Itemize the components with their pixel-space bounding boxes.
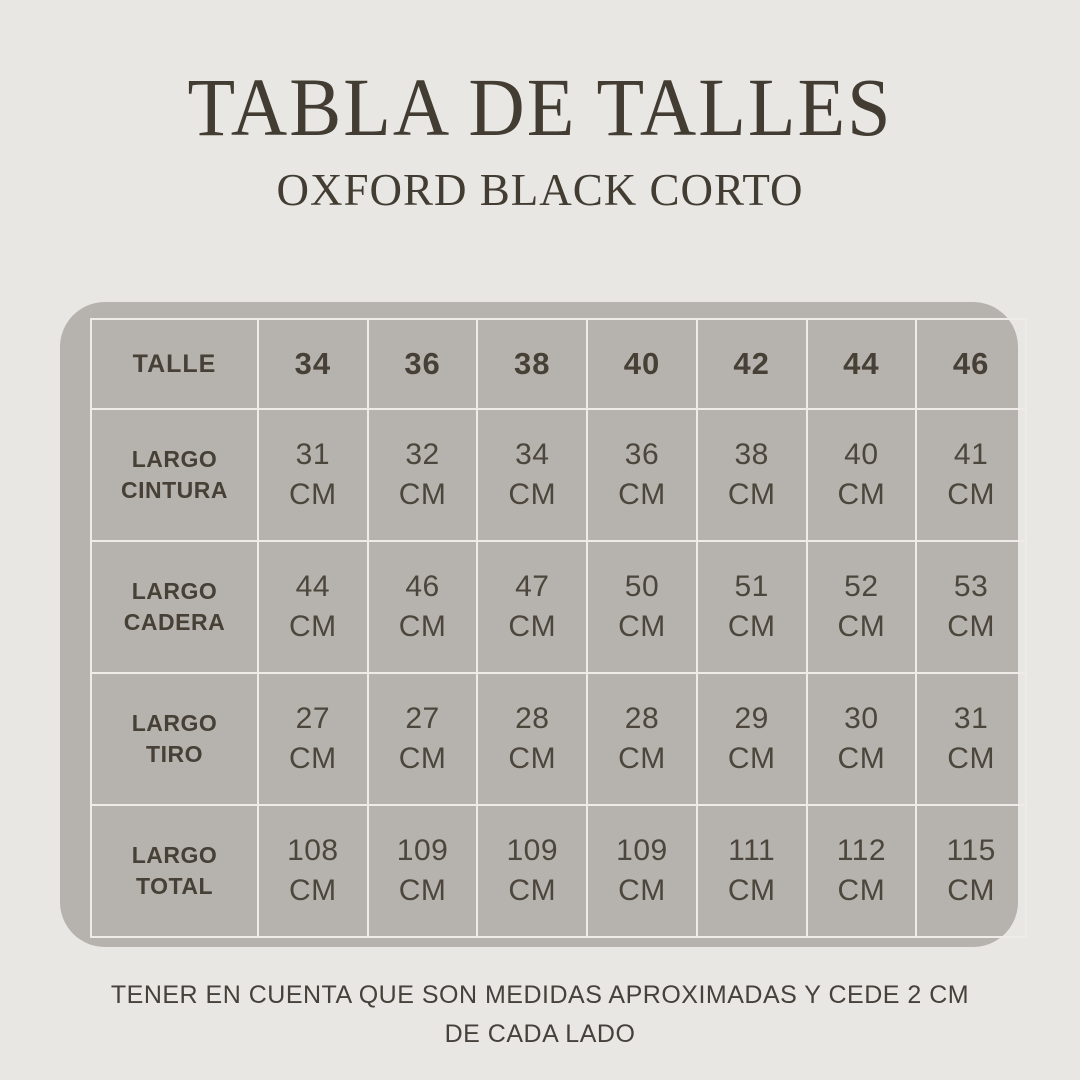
measurement-value: 108 xyxy=(287,834,339,867)
unit-label: CM xyxy=(289,610,337,643)
unit-label: CM xyxy=(508,874,557,907)
measurement-value: 38 xyxy=(734,438,769,471)
measurement-value: 31 xyxy=(953,702,989,735)
unit-label: CM xyxy=(947,742,995,775)
unit-label: CM xyxy=(398,610,447,643)
measurement-value: 36 xyxy=(624,438,660,471)
measurement-value: 51 xyxy=(734,570,769,603)
row-label: LARGO CADERA xyxy=(123,577,226,635)
unit-label: CM xyxy=(947,610,995,643)
row-label: LARGO CINTURA xyxy=(121,445,228,503)
unit-label: CM xyxy=(837,478,886,511)
unit-label: CM xyxy=(508,478,557,511)
size-column-header: 42 xyxy=(733,346,770,381)
unit-label: CM xyxy=(947,874,995,907)
measurement-value: 40 xyxy=(844,438,879,471)
size-column-header: 34 xyxy=(294,346,332,381)
measurement-row-tiro xyxy=(91,673,1026,805)
measurement-value: 115 xyxy=(946,834,996,867)
measurement-value: 31 xyxy=(295,438,331,471)
unit-label: CM xyxy=(289,874,337,907)
row-label: LARGO TOTAL xyxy=(131,841,218,899)
unit-label: CM xyxy=(618,478,666,511)
measurement-value: 109 xyxy=(396,834,449,867)
measurement-value: 27 xyxy=(295,702,331,735)
size-column-header: 40 xyxy=(623,346,661,381)
page-subtitle: OXFORD BLACK CORTO xyxy=(276,165,804,215)
measurement-value: 52 xyxy=(844,570,879,603)
unit-label: CM xyxy=(727,742,776,775)
measurement-value: 47 xyxy=(515,570,550,603)
measurement-value: 27 xyxy=(405,702,440,735)
unit-label: CM xyxy=(618,610,666,643)
header-label: TALLE xyxy=(132,349,217,378)
measurement-row-cadera xyxy=(91,541,1026,673)
unit-label: CM xyxy=(837,874,886,907)
unit-label: CM xyxy=(727,874,776,907)
page-title: TABLA DE TALLES xyxy=(187,60,893,153)
measurement-value: 112 xyxy=(836,834,887,867)
unit-label: CM xyxy=(398,478,447,511)
unit-label: CM xyxy=(398,874,447,907)
unit-label: CM xyxy=(837,742,886,775)
row-label: LARGO TIRO xyxy=(131,709,218,767)
measurement-value: 41 xyxy=(953,438,989,471)
unit-label: CM xyxy=(727,610,776,643)
unit-label: CM xyxy=(947,478,995,511)
footnote-text: TENER EN CUENTA QUE SON MEDIDAS APROXIMADAS Y CEDE 2 CM DE CADA LADO xyxy=(110,981,970,1048)
measurement-value: 111 xyxy=(728,834,776,867)
size-column-header: 46 xyxy=(952,346,990,381)
size-table xyxy=(90,318,1027,938)
unit-label: CM xyxy=(618,742,666,775)
size-column-header: 38 xyxy=(514,346,551,381)
table-header-row xyxy=(91,319,1026,409)
measurement-value: 29 xyxy=(734,702,769,735)
measurement-value: 28 xyxy=(624,702,660,735)
unit-label: CM xyxy=(508,610,557,643)
measurement-value: 34 xyxy=(515,438,550,471)
unit-label: CM xyxy=(289,742,337,775)
unit-label: CM xyxy=(508,742,557,775)
measurement-value: 50 xyxy=(624,570,660,603)
unit-label: CM xyxy=(837,610,886,643)
size-column-header: 36 xyxy=(404,346,441,381)
measurement-value: 46 xyxy=(405,570,440,603)
measurement-row-cintura xyxy=(91,409,1026,541)
measurement-value: 44 xyxy=(295,570,331,603)
size-column-header: 44 xyxy=(843,346,880,381)
measurement-value: 32 xyxy=(405,438,440,471)
measurement-row-total xyxy=(91,805,1026,937)
unit-label: CM xyxy=(618,874,666,907)
measurement-value: 53 xyxy=(953,570,989,603)
unit-label: CM xyxy=(398,742,447,775)
measurement-value: 109 xyxy=(506,834,559,867)
measurement-value: 109 xyxy=(616,834,668,867)
measurement-value: 28 xyxy=(515,702,550,735)
unit-label: CM xyxy=(727,478,776,511)
unit-label: CM xyxy=(289,478,337,511)
footnote xyxy=(0,976,1080,1054)
measurement-value: 30 xyxy=(844,702,879,735)
